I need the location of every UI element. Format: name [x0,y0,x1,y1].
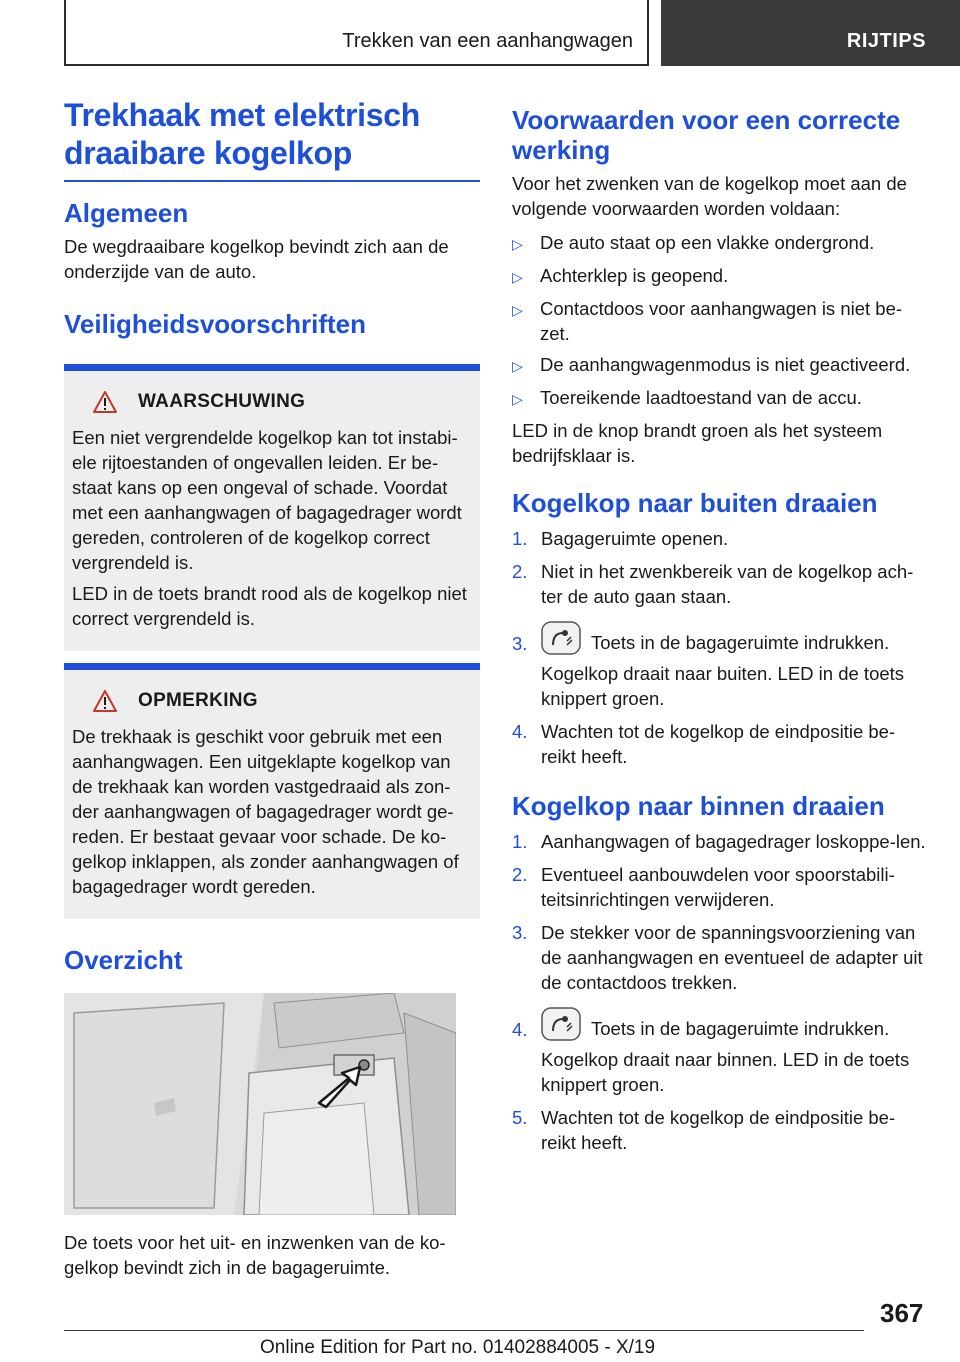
binnen-steps [512,829,928,1155]
heading-veiligheid: Veiligheidsvoorschriften [64,309,366,339]
step-item: 4. Toets in de bagageruimte indrukken. Kogelkop draait naar binnen. LED in de toets knippert groen. [512,1007,928,1097]
page-title: Trekhaak met elektrisch draaibare kogelkop [64,97,420,171]
warning-triangle-icon [92,390,118,414]
list-item: ▷ Achterklep is geopend. [512,263,928,290]
step-item: 1. Bagageruimte openen. [512,528,729,549]
warning-box [64,364,480,651]
overzicht-caption: De toets voor het uit- en inzwenken van de ko-gelkop bevindt zich in de bagageruimte. [64,1232,446,1278]
notice-box [64,663,480,919]
warning-text-2: LED in de toets brandt rood als de kogelkop niet correct vergrendeld is. [72,583,467,629]
trailer-hitch-button-icon [541,1007,581,1041]
warning-text-1: Een niet vergrendelde kogelkop kan tot instabi-ele rijtoestanden of ongevallen leiden. Er be-staat kans op een ongeval of schade. Voordat met een aanhangwagen of bagagedrager wordt gereden, controleren of de kogelkop correct vergrendeld is. [72,427,462,573]
page-number: 367 [880,1298,924,1328]
heading-overzicht: Overzicht [64,945,183,975]
list-item: ▷ Contactdoos voor aanhangwagen is niet be-zet. [512,298,903,344]
chapter-title: RIJTIPS [846,30,926,52]
footer-rule [64,1330,864,1331]
step-item: 1. Aanhangwagen of bagagedrager loskoppe-len. [512,831,926,852]
list-item: ▷ De auto staat op een vlakke ondergrond. [512,230,928,257]
title-rule [64,180,480,182]
section-title: Trekken van een aanhangwagen [342,30,633,52]
step-item: 2. Niet in het zwenkbereik van de kogelkop ach-ter de auto gaan staan. [512,561,914,607]
bullet-icon: ▷ [512,391,523,407]
right-column [512,105,928,1155]
step-item: 3. De stekker voor de spanningsvoorziening van de aanhangwagen en eventueel de adapter uit de contactdoos trekken. [512,922,923,993]
warning-label: WAARSCHUWING [138,391,306,412]
heading-binnen: Kogelkop naar binnen draaien [512,791,885,821]
heading-buiten: Kogelkop naar buiten draaien [512,488,878,518]
trunk-illustration [64,993,456,1215]
voorwaarden-list [512,230,928,412]
bullet-icon: ▷ [512,358,523,374]
algemeen-text: De wegdraaibare kogelkop bevindt zich aan de onderzijde van de auto. [64,236,449,282]
chapter-tab [661,0,960,66]
heading-voorwaarden: Voorwaarden voor een correcte werking [512,105,901,165]
notice-text: De trekhaak is geschikt voor gebruik met een aanhangwagen. Een uitgeklapte kogelkop van de trekhaak kan worden vastgedraaid als zon-der aanhangwagen of bagagedrager wordt ge-reden. Er bestaat gevaar voor schade. De ko-gelkop inklappen, als zonder aanhangwagen of bagagedrager wordt gereden. [72,726,459,897]
step-item: 3. Toets in de bagageruimte indrukken. Kogelkop draait naar buiten. LED in de toets knippert groen. [512,621,928,711]
left-column [64,96,480,1280]
notice-triangle-icon [92,689,118,713]
buiten-steps [512,526,928,769]
footer-edition: Online Edition for Part no. 01402884005 - X/19 [260,1337,656,1358]
section-tab [64,0,649,66]
list-item: ▷ De aanhangwagenmodus is niet geactiveerd. [512,352,928,379]
voorwaarden-outro: LED in de knop brandt groen als het systeem bedrijfsklaar is. [512,420,883,466]
notice-label: OPMERKING [138,690,258,711]
step-item: 4. Wachten tot de kogelkop de eindpositie be-reikt heeft. [512,721,896,767]
voorwaarden-intro: Voor het zwenken van de kogelkop moet aan de volgende voorwaarden worden voldaan: [512,173,907,219]
heading-algemeen: Algemeen [64,198,189,228]
page-header [64,0,960,66]
bullet-icon: ▷ [512,236,523,252]
list-item: ▷ Toereikende laadtoestand van de accu. [512,385,928,412]
trailer-hitch-button-icon [541,621,581,655]
bullet-icon: ▷ [512,269,523,285]
bullet-icon: ▷ [512,302,523,318]
step-item: 2. Eventueel aanbouwdelen voor spoorstabili-teitsinrichtingen verwijderen. [512,864,895,910]
step-item: 5. Wachten tot de kogelkop de eindpositie be-reikt heeft. [512,1107,896,1153]
